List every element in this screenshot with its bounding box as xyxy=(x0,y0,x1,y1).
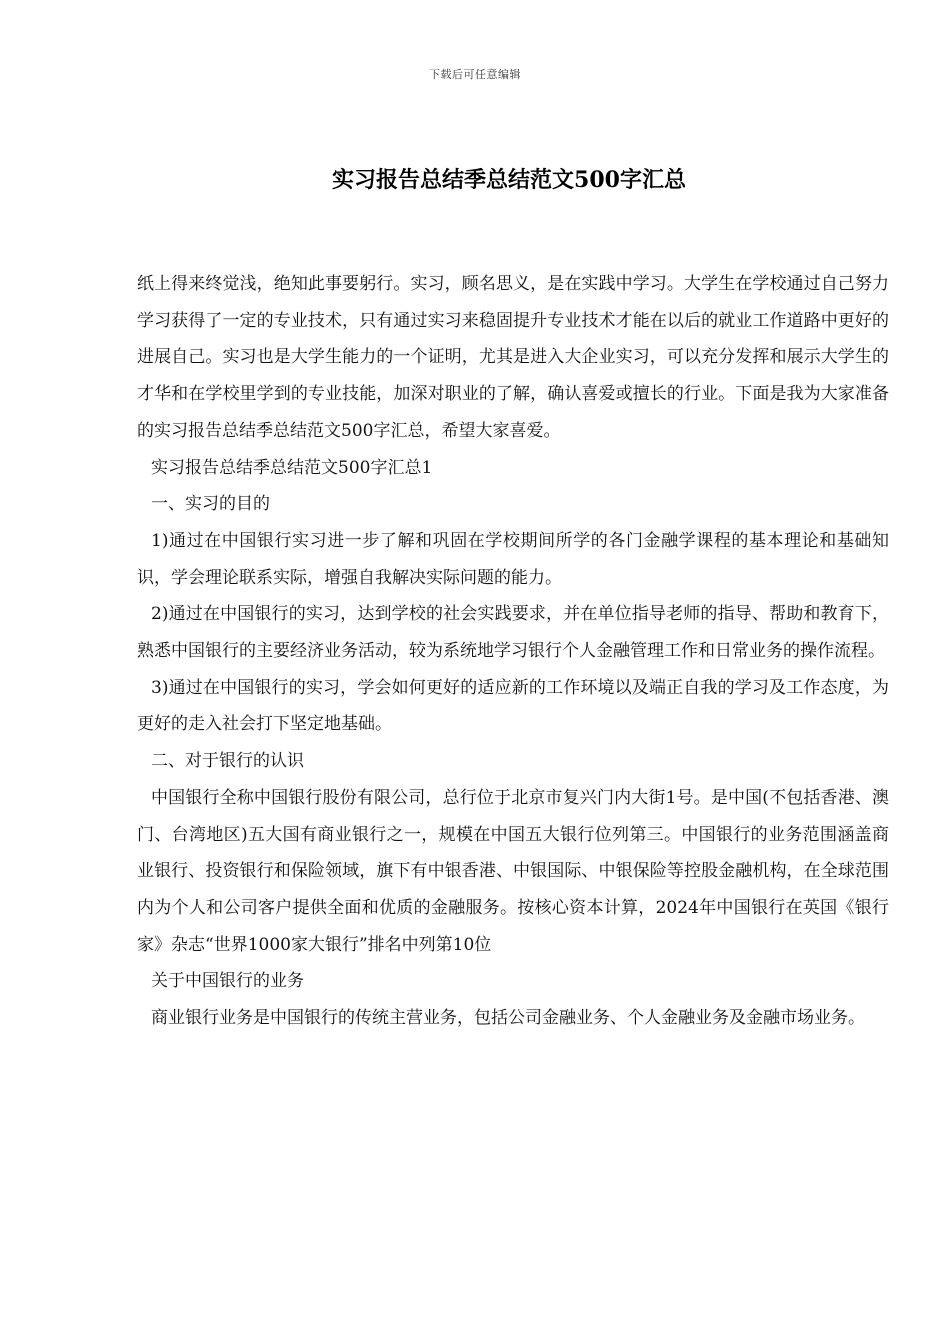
purpose-item-2: 2)通过在中国银行的实习，达到学校的社会实践要求，并在单位指导老师的指导、帮助和教育下，熟悉中国银行的主要经济业务活动，较为系统地学习银行个人金融管理工作和日常业务的操作流程。 xyxy=(137,604,889,662)
section-heading-bank: 二、对于银行的认识 xyxy=(151,751,304,772)
intro-paragraph: 纸上得来终觉浅，绝知此事要躬行。实习，顾名思义，是在实践中学习。大学生在学校通过自己努力学习获得了一定的专业技术，只有通过实习来稳固提升专业技术才能在以后的就业工作道路中更好的进展自己。实习也是大学生能力的一个证明，尤其是进入大企业实习，可以充分发挥和展示大学生的才华和在学校里学到的专业技能，加深对职业的了解，确认喜爱或擅长的行业。下面是我为大家准备的实习报告总结季总结范文500字汇总，希望大家喜爱。 xyxy=(137,274,889,441)
header-note: 下载后可任意编辑 xyxy=(429,68,521,81)
document-title: 实习报告总结季总结范文500字汇总 xyxy=(332,167,686,193)
section-heading-business: 关于中国银行的业务 xyxy=(151,971,304,992)
document-body xyxy=(137,266,889,1037)
purpose-item-1: 1)通过在中国银行实习进一步了解和巩固在学校期间所学的各门金融学课程的基本理论和基础知识，学会理论联系实际，增强自我解决实际问题的能力。 xyxy=(137,530,889,588)
purpose-item-3: 3)通过在中国银行的实习，学会如何更好的适应新的工作环境以及端正自我的学习及工作态度，为更好的走入社会打下坚定地基础。 xyxy=(137,677,889,735)
bank-description-paragraph: 中国银行全称中国银行股份有限公司，总行位于北京市复兴门内大街1号。是中国(不包括香港、澳门、台湾地区)五大国有商业银行之一，规模在中国五大银行位列第三。中国银行的业务范围涵盖商业银行、投资银行和保险领域，旗下有中银香港、中银国际、中银保险等控股金融机构，在全球范围内为个人和公司客户提供全面和优质的金融服务。按核心资本计算，2024年中国银行在英国《银行家》杂志“世界1000家大银行”排名中列第10位 xyxy=(137,787,889,955)
section-subtitle: 实习报告总结季总结范文500字汇总1 xyxy=(151,457,433,478)
section-heading-purpose: 一、实习的目的 xyxy=(151,494,270,515)
business-paragraph: 商业银行业务是中国银行的传统主营业务，包括公司金融业务、个人金融业务及金融市场业务。 xyxy=(151,1008,865,1029)
